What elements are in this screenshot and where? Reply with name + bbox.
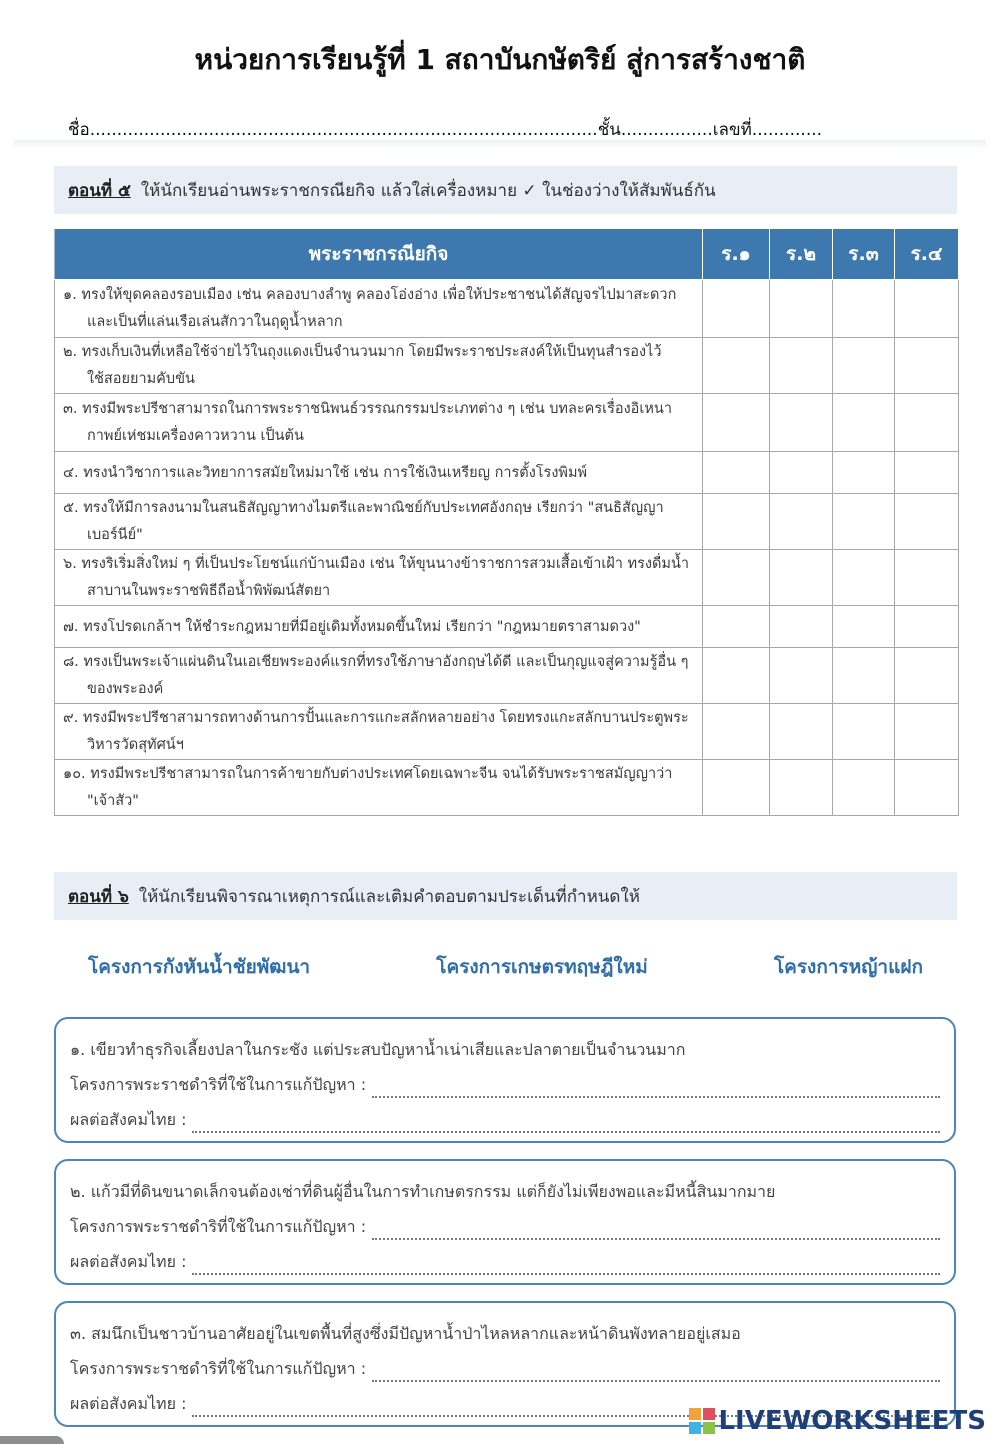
column-header-r4: ร.๔ xyxy=(895,229,959,280)
duty-description xyxy=(55,648,703,704)
student-info-line: ชื่อ..............................................................................................ชั้น.................เลขที่............. xyxy=(68,120,823,140)
project-answer-input[interactable] xyxy=(372,1216,940,1240)
check-cell-r2[interactable] xyxy=(770,606,833,648)
duty-text: ๗. ทรงโปรดเกล้าฯ ให้ชำระกฎหมายที่มีอยู่เดิมทั้งหมดขึ้นใหม่ เรียกว่า "กฎหมายตราสามดวง" xyxy=(63,618,641,635)
check-cell-r3[interactable] xyxy=(833,394,895,452)
check-cell-r3[interactable] xyxy=(833,338,895,394)
check-cell-r2[interactable] xyxy=(770,760,833,816)
duty-description xyxy=(55,760,703,816)
project-answer-label: โครงการพระราชดำริที่ใช้ในการแก้ปัญหา : xyxy=(70,1075,367,1094)
liveworksheets-logo xyxy=(689,1406,986,1436)
project-answer-row xyxy=(70,1214,940,1240)
duty-description xyxy=(55,606,703,648)
effect-answer-input[interactable] xyxy=(192,1251,940,1275)
project-answer-input[interactable] xyxy=(372,1074,940,1098)
question-box xyxy=(54,1159,956,1285)
duty-description xyxy=(55,452,703,494)
project-answer-label: โครงการพระราชดำริที่ใช้ในการแก้ปัญหา : xyxy=(70,1217,367,1236)
column-header-duty: พระราชกรณียกิจ xyxy=(55,229,703,280)
duty-text: ๑๐. ทรงมีพระปรีชาสามารถในการค้าขายกับต่างประเทศโดยเฉพาะจีน จนได้รับพระราชสมัญญาว่า "เจ้าสัว" xyxy=(63,766,673,809)
effect-answer-label: ผลต่อสังคมไทย : xyxy=(70,1110,187,1129)
check-cell-r3[interactable] xyxy=(833,280,895,338)
check-cell-r3[interactable] xyxy=(833,494,895,550)
check-cell-r4[interactable] xyxy=(895,760,959,816)
part5-label: ตอนที่ ๕ xyxy=(68,180,131,201)
brand-text: LIVEWORKSHEETS xyxy=(718,1406,986,1436)
part6-label: ตอนที่ ๖ xyxy=(68,886,129,907)
check-cell-r1[interactable] xyxy=(703,648,770,704)
duty-description xyxy=(55,550,703,606)
table-row xyxy=(55,760,959,816)
project-option-chaipattana: โครงการกังหันน้ำชัยพัฒนา xyxy=(88,956,311,978)
duty-text: ๖. ทรงริเริ่มสิ่งใหม่ ๆ ที่เป็นประโยชน์แก่บ้านเมือง เช่น ให้ขุนนางข้าราชการสวมเสื้อเข้าเฝ้า ทรงดื่มน้ำสาบานในพระราชพิธีถือน้ำพิพัฒน์สัตยา xyxy=(63,556,689,599)
duty-description xyxy=(55,338,703,394)
part6-header xyxy=(54,872,957,920)
question-box xyxy=(54,1017,956,1143)
check-cell-r2[interactable] xyxy=(770,704,833,760)
check-cell-r4[interactable] xyxy=(895,280,959,338)
duty-text: ๘. ทรงเป็นพระเจ้าแผ่นดินในเอเชียพระองค์แรกที่ทรงใช้ภาษาอังกฤษได้ดี และเป็นกุญแจสู่ความรู้อื่น ๆ ของพระองค์ xyxy=(63,654,689,697)
check-cell-r1[interactable] xyxy=(703,338,770,394)
check-cell-r1[interactable] xyxy=(703,494,770,550)
check-cell-r3[interactable] xyxy=(833,760,895,816)
check-cell-r1[interactable] xyxy=(703,704,770,760)
check-cell-r4[interactable] xyxy=(895,704,959,760)
liveworksheets-logo-icon xyxy=(689,1408,715,1434)
table-row xyxy=(55,606,959,648)
duty-text: ๔. ทรงนำวิชาการและวิทยาการสมัยใหม่มาใช้ เช่น การใช้เงินเหรียญ การตั้งโรงพิมพ์ xyxy=(63,464,588,481)
column-header-r3: ร.๓ xyxy=(833,229,895,280)
question-text: ๑. เขียวทำธุรกิจเลี้ยงปลาในกระชัง แต่ประสบปัญหาน้ำเน่าเสียและปลาตายเป็นจำนวนมาก xyxy=(70,1040,686,1059)
royal-duties-table xyxy=(54,228,959,816)
table-row xyxy=(55,494,959,550)
check-cell-r4[interactable] xyxy=(895,338,959,394)
check-cell-r1[interactable] xyxy=(703,550,770,606)
check-cell-r2[interactable] xyxy=(770,494,833,550)
check-cell-r1[interactable] xyxy=(703,760,770,816)
check-cell-r3[interactable] xyxy=(833,648,895,704)
check-cell-r4[interactable] xyxy=(895,648,959,704)
check-cell-r4[interactable] xyxy=(895,494,959,550)
check-cell-r3[interactable] xyxy=(833,452,895,494)
check-cell-r2[interactable] xyxy=(770,280,833,338)
project-option-vetiver: โครงการหญ้าแฝก xyxy=(773,956,923,978)
duty-text: ๑. ทรงให้ขุดคลองรอบเมือง เช่น คลองบางลำพู คลองโอ่งอ่าง เพื่อให้ประชาชนได้สัญจรไปมาสะดวก และเป็นที่แล่นเรือเล่นสักวาในฤดูน้ำหลาก xyxy=(63,287,677,330)
duty-text: ๕. ทรงให้มีการลงนามในสนธิสัญญาทางไมตรีและพาณิชย์กับประเทศอังกฤษ เรียกว่า "สนธิสัญญาเบอร์นีย์" xyxy=(63,500,664,543)
effect-answer-input[interactable] xyxy=(192,1109,940,1133)
check-cell-r2[interactable] xyxy=(770,338,833,394)
check-cell-r4[interactable] xyxy=(895,394,959,452)
table-row xyxy=(55,394,959,452)
check-cell-r4[interactable] xyxy=(895,452,959,494)
part5-instruction: ให้นักเรียนอ่านพระราชกรณียกิจ แล้วใส่เครื่องหมาย ✓ ในช่องว่างให้สัมพันธ์กัน xyxy=(140,180,716,201)
check-cell-r4[interactable] xyxy=(895,606,959,648)
check-cell-r2[interactable] xyxy=(770,550,833,606)
check-cell-r2[interactable] xyxy=(770,648,833,704)
project-option-new-theory: โครงการเกษตรทฤษฎีใหม่ xyxy=(436,956,648,978)
check-cell-r1[interactable] xyxy=(703,280,770,338)
duty-text: ๙. ทรงมีพระปรีชาสามารถทางด้านการปั้นและการแกะสลักหลายอย่าง โดยทรงแกะสลักบานประตูพระวิหารวัดสุทัศน์ฯ xyxy=(63,710,689,753)
project-answer-row xyxy=(70,1356,940,1382)
table-row xyxy=(55,648,959,704)
part6-instruction: ให้นักเรียนพิจารณาเหตุการณ์และเติมคำตอบตามประเด็นที่กำหนดให้ xyxy=(138,886,640,907)
project-answer-input[interactable] xyxy=(372,1358,940,1382)
check-cell-r2[interactable] xyxy=(770,452,833,494)
column-header-r2: ร.๒ xyxy=(770,229,833,280)
check-cell-r1[interactable] xyxy=(703,394,770,452)
table-row xyxy=(55,704,959,760)
table-row xyxy=(55,280,959,338)
duty-text: ๒. ทรงเก็บเงินที่เหลือใช้จ่ายไว้ในถุงแดงเป็นจำนวนมาก โดยมีพระราชประสงค์ให้เป็นทุนสำรองไว้ใช้สอยยามคับขัน xyxy=(63,344,662,387)
check-cell-r1[interactable] xyxy=(703,606,770,648)
check-cell-r3[interactable] xyxy=(833,606,895,648)
duty-description xyxy=(55,704,703,760)
check-cell-r2[interactable] xyxy=(770,394,833,452)
effect-answer-row xyxy=(70,1249,940,1275)
effect-answer-row xyxy=(70,1107,940,1133)
page-title: หน่วยการเรียนรู้ที่ 1 สถาบันกษัตริย์ สู่การสร้างชาติ xyxy=(194,43,806,76)
column-header-r1: ร.๑ xyxy=(703,229,770,280)
effect-answer-label: ผลต่อสังคมไทย : xyxy=(70,1252,187,1271)
part5-header xyxy=(54,166,957,214)
check-cell-r1[interactable] xyxy=(703,452,770,494)
duty-description xyxy=(55,394,703,452)
project-answer-row xyxy=(70,1072,940,1098)
check-cell-r3[interactable] xyxy=(833,704,895,760)
duty-description xyxy=(55,280,703,338)
table-row xyxy=(55,550,959,606)
table-header-row xyxy=(55,229,959,280)
check-cell-r4[interactable] xyxy=(895,550,959,606)
duty-description xyxy=(55,494,703,550)
corner-tab xyxy=(0,1436,64,1444)
project-options xyxy=(54,952,957,982)
divider-band xyxy=(14,140,986,150)
table-row xyxy=(55,338,959,394)
table-row xyxy=(55,452,959,494)
effect-answer-label: ผลต่อสังคมไทย : xyxy=(70,1394,187,1413)
project-answer-label: โครงการพระราชดำริที่ใช้ในการแก้ปัญหา : xyxy=(70,1359,367,1378)
question-text: ๒. แก้วมีที่ดินขนาดเล็กจนต้องเช่าที่ดินผู้อื่นในการทำเกษตรกรรม แต่ก็ยังไม่เพียงพอและมีหนี้สินมากมาย xyxy=(70,1182,776,1201)
duty-text: ๓. ทรงมีพระปรีชาสามารถในการพระราชนิพนธ์วรรณกรรมประเภทต่าง ๆ เช่น บทละครเรื่องอิเหนา กาพย์เห่ชมเครื่องคาวหวาน เป็นต้น xyxy=(63,401,672,444)
question-text: ๓. สมนึกเป็นชาวบ้านอาศัยอยู่ในเขตพื้นที่สูงซึ่งมีปัญหาน้ำป่าไหลหลากและหน้าดินพังทลายอยู่เสมอ xyxy=(70,1324,741,1343)
check-cell-r3[interactable] xyxy=(833,550,895,606)
